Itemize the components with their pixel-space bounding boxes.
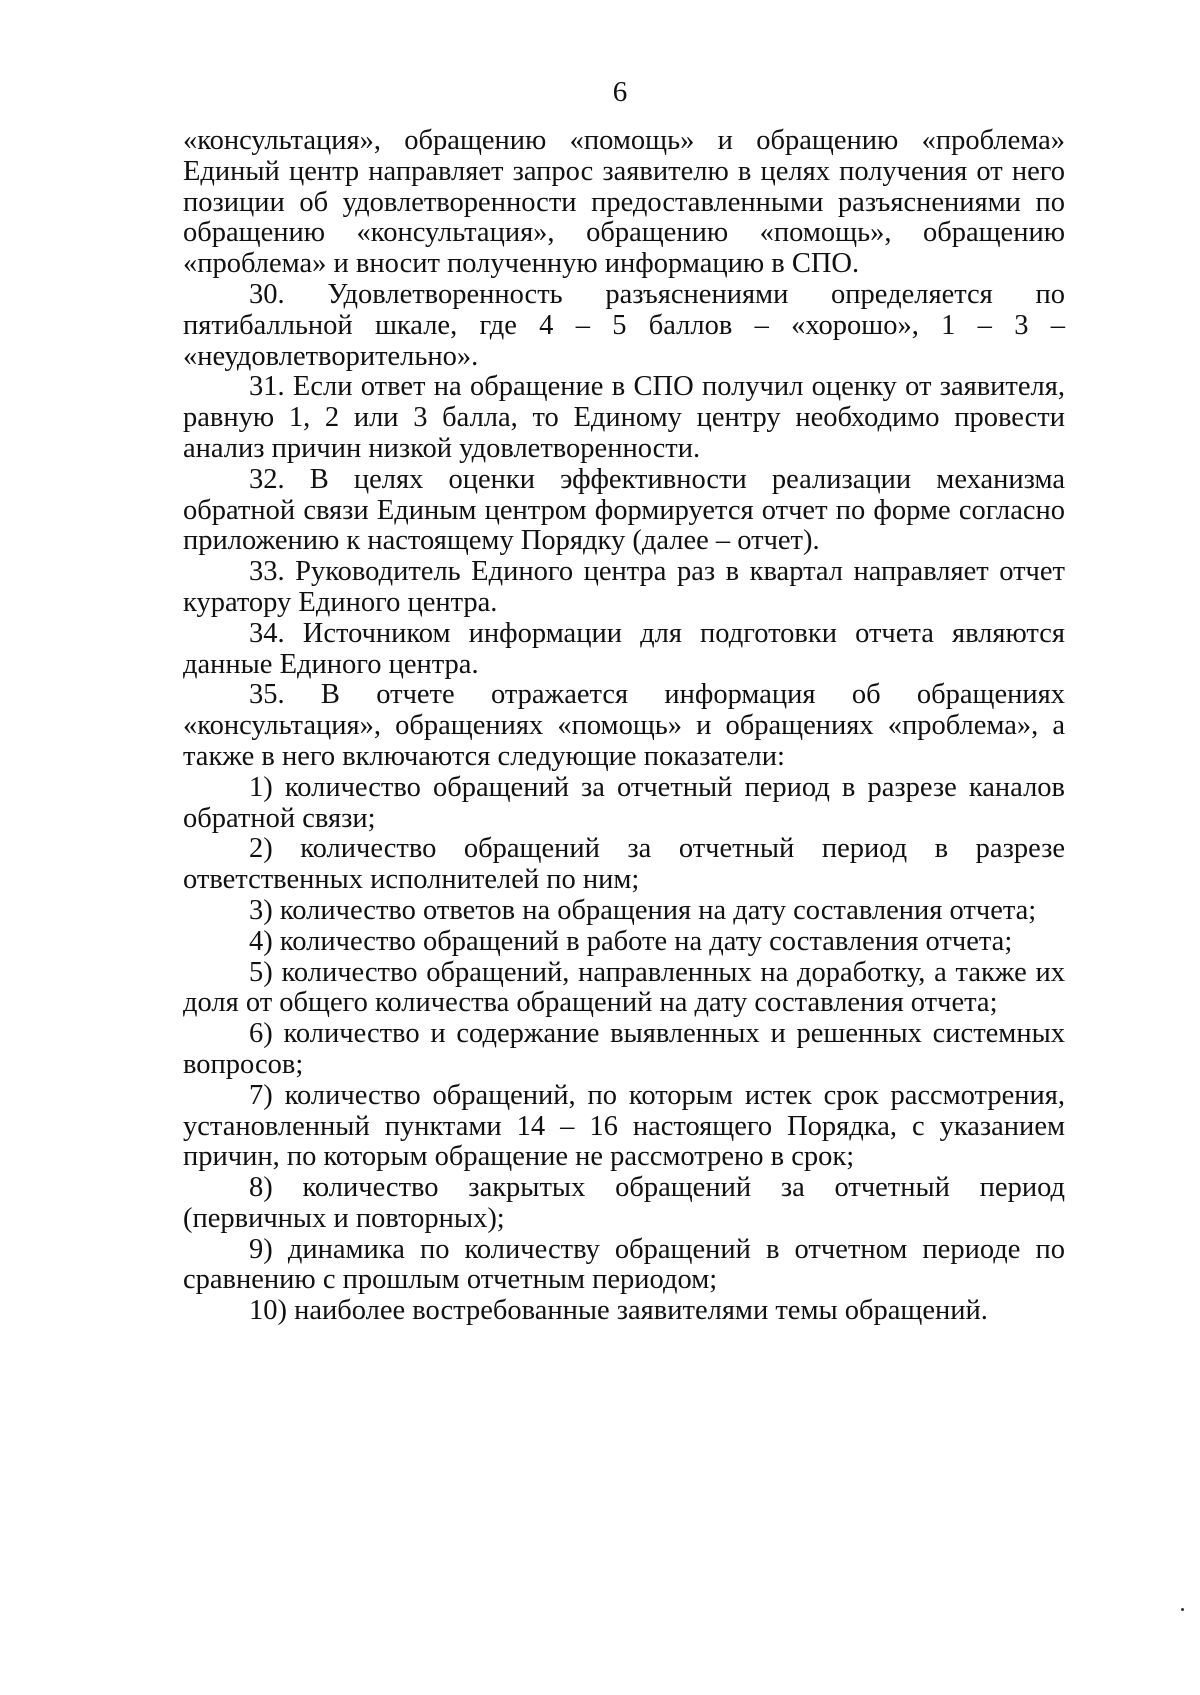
paragraph-30: 30. Удовлетворенность разъяснениями определяется по пятибалльной шкале, где 4 – 5 баллов – «хорошо», 1 – 3 – «неудовлетворительно».	[183, 278, 1065, 372]
list-item-9: 9) динамика по количеству обращений в отчетном периоде по сравнению с прошлым отчетным периодом;	[183, 1233, 1065, 1296]
paragraph-33: 33. Руководитель Единого центра раз в квартал направляет отчет куратору Единого центра.	[183, 556, 1065, 618]
paragraph-31: 31. Если ответ на обращение в СПО получил оценку от заявителя, равную 1, 2 или 3 балла, то Единому центру необходимо провести анализ причин низкой удовлетворенности.	[183, 371, 1065, 464]
paragraph-32: 32. В целях оценки эффективности реализации механизма обратной связи Единым центром формируется отчет по форме согласно приложению к настоящему Порядку (далее – отчет).	[183, 463, 1065, 557]
list-item-4: 4) количество обращений в работе на дату составления отчета;	[249, 925, 1013, 957]
list-item-5: 5) количество обращений, направленных на доработку, а также их доля от общего количества обращений на дату составления отчета;	[183, 956, 1065, 1019]
paragraph-34: 34. Источником информации для подготовки отчета являются данные Единого центра.	[183, 617, 1065, 680]
page-number: 6	[612, 76, 628, 108]
list-item-1: 1) количество обращений за отчетный период в разрезе каналов обратной связи;	[183, 771, 1065, 834]
scan-speck	[1181, 1608, 1184, 1611]
list-item-10: 10) наиболее востребованные заявителями темы обращений.	[249, 1295, 988, 1327]
list-item-2: 2) количество обращений за отчетный период в разрезе ответственных исполнителей по ним;	[183, 833, 1065, 896]
list-item-3: 3) количество ответов на обращения на дату составления отчета;	[249, 894, 1037, 926]
list-item-6: 6) количество и содержание выявленных и решенных системных вопросов;	[183, 1018, 1065, 1080]
paragraph-continuation: «консультация», обращению «помощь» и обращению «проблема» Единый центр направляет запрос заявителю в целях получения от него позиции об удовлетворенности предоставленными разъяснениями по обращению «консультация», обращению «помощь», обращению «проблема» и вносит полученную информацию в СПО.	[183, 125, 1065, 280]
list-item-7: 7) количество обращений, по которым истек срок рассмотрения, установленный пунктами 14 – 16 настоящего Порядка, с указанием причин, по которым обращение не рассмотрено в срок;	[183, 1079, 1065, 1173]
paragraph-35: 35. В отчете отражается информация об обращениях «консультация», обращениях «помощь» и обращениях «проблема», а также в него включаются следующие показатели:	[183, 679, 1065, 772]
document-body	[183, 126, 1065, 1327]
list-item-8: 8) количество закрытых обращений за отчетный период (первичных и повторных);	[183, 1172, 1065, 1234]
